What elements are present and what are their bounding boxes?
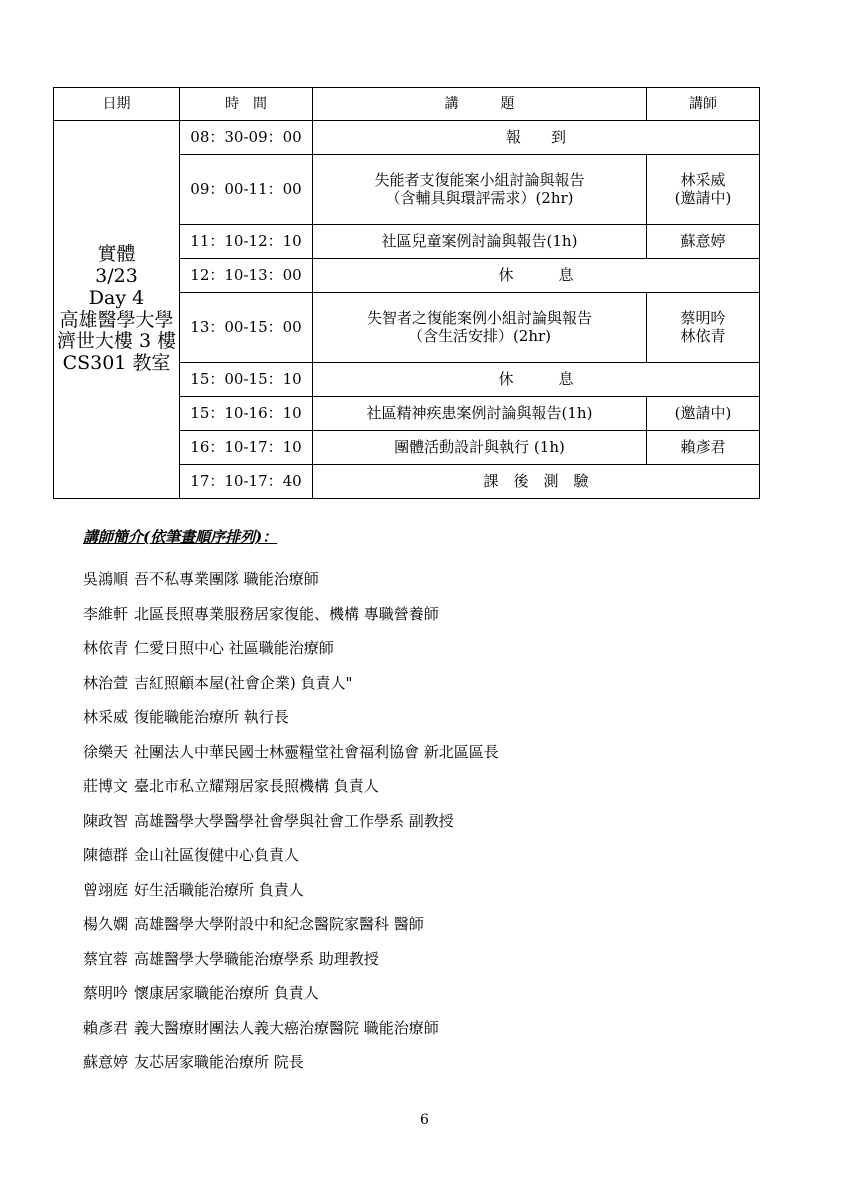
lecturer-name: 陳政智 (83, 811, 129, 830)
lecturer-name: 蘇意婷 (83, 1053, 129, 1071)
header-lecturer: 講師 (647, 88, 760, 121)
list-item (83, 838, 783, 873)
lecturer-description: 高雄醫學大學醫學社會學與社會工作學系 副教授 (134, 811, 454, 830)
lecturer-description: 友芯居家職能治療所 院長 (134, 1053, 304, 1071)
lecturer-name: 楊久嫻 (83, 915, 129, 933)
topic-line: （含生活安排）(2hr) (407, 326, 552, 345)
lecturer-cell: 賴彥君 (647, 431, 760, 465)
lecturer-name: 曾翊庭 (83, 880, 129, 899)
venue-line: 高雄醫學大學 (59, 308, 174, 331)
list-item (83, 1045, 783, 1080)
lecturer-cell (647, 155, 760, 225)
lecturer-name: 林采威 (83, 708, 129, 726)
lecturer-name: 林治萱 (83, 673, 129, 692)
time-cell: 08：30-09：00 (180, 121, 313, 155)
lecturer-name: 陳德群 (83, 846, 129, 864)
header-time: 時 間 (180, 88, 313, 121)
time-cell: 15：10-16：10 (180, 397, 313, 431)
time-cell: 16：10-17：10 (180, 431, 313, 465)
topic-line: （含輔具與環評需求）(2hr) (385, 188, 574, 207)
schedule-table (53, 87, 760, 499)
list-item (83, 769, 783, 804)
topic-line: 失智者之復能案例小組討論與報告 (366, 309, 592, 328)
list-item (83, 562, 783, 597)
list-item (83, 666, 783, 701)
lecturer-description: 好生活職能治療所 負責人 (134, 880, 304, 899)
lecturer-description: 高雄醫學大學職能治療學系 助理教授 (134, 949, 379, 968)
list-item (83, 597, 783, 632)
topic-cell: 報 到 (313, 121, 760, 155)
time-cell: 11：10-12：10 (180, 225, 313, 259)
list-item (83, 873, 783, 908)
venue-line: 實體 (97, 242, 136, 265)
list-item (83, 631, 783, 666)
intro-title: 講師簡介(依筆畫順序排列)： (83, 528, 278, 546)
lecturer-cell: 蘇意婷 (647, 225, 760, 259)
list-item (83, 700, 783, 735)
lecturer-intro (83, 525, 783, 1080)
lecturer-description: 臺北市私立耀翔居家長照機構 負責人 (134, 777, 379, 795)
schedule-header-row (54, 88, 760, 121)
lecturer-description: 高雄醫學大學附設中和紀念醫院家醫科 醫師 (134, 915, 424, 933)
time-cell: 17：10-17：40 (180, 465, 313, 499)
topic-cell: 課 後 測 驗 (313, 465, 760, 499)
lecturer-description: 社團法人中華民國士林靈糧堂社會福利協會 新北區區長 (134, 742, 499, 761)
lecturer-cell: (邀請中) (647, 397, 760, 431)
lecturer-name: 蔡宜蓉 (83, 949, 129, 968)
lecturer-description: 吉紅照顧本屋(社會企業) 負責人" (134, 673, 353, 692)
page-number: 6 (420, 1112, 429, 1128)
lecturer-name: 林依青 (83, 639, 129, 657)
topic-cell: 休 息 (313, 363, 760, 397)
topic-cell: 社區兒童案例討論與報告(1h) (313, 225, 647, 259)
topic-cell: 團體活動設計與執行 (1h) (313, 431, 647, 465)
venue-cell (54, 121, 180, 499)
lecturer-name: 徐樂天 (83, 742, 129, 761)
time-cell: 13：00-15：00 (180, 293, 313, 363)
lecturer-description: 金山社區復健中心負責人 (134, 846, 300, 864)
time-cell: 12：10-13：00 (180, 259, 313, 293)
lecturer-description: 復能職能治療所 執行長 (134, 708, 289, 726)
venue-line: 濟世大樓 3 樓 (56, 330, 177, 353)
lecturer-list (83, 562, 783, 1080)
list-item (83, 907, 783, 942)
list-item (83, 1011, 783, 1046)
lecturer-line: 林采威 (680, 171, 726, 190)
lecturer-line: 林依青 (680, 326, 726, 345)
lecturer-name: 賴彥君 (83, 1018, 129, 1037)
lecturer-name: 吳鴻順 (83, 570, 129, 588)
topic-cell: 社區精神疾患案例討論與報告(1h) (313, 397, 647, 431)
topic-cell (313, 293, 647, 363)
header-topic: 講 題 (313, 88, 647, 121)
lecturer-line: (邀請中) (674, 188, 732, 207)
list-item (83, 735, 783, 770)
header-date: 日期 (54, 88, 180, 121)
lecturer-cell (647, 293, 760, 363)
lecturer-description: 北區長照專業服務居家復能、機構 專職營養師 (134, 604, 439, 623)
time-cell: 15：00-15：10 (180, 363, 313, 397)
topic-line: 失能者支復能案小組討論與報告 (374, 171, 585, 190)
list-item (83, 942, 783, 977)
venue-line: CS301 教室 (62, 352, 171, 375)
topic-cell (313, 155, 647, 225)
lecturer-name: 李維軒 (83, 604, 129, 623)
list-item (83, 976, 783, 1011)
venue-line: 3/23 (95, 264, 138, 287)
venue-line: Day 4 (88, 286, 145, 309)
table-row (54, 121, 760, 155)
lecturer-name: 莊博文 (83, 777, 129, 795)
lecturer-description: 吾不私專業團隊 職能治療師 (134, 570, 319, 588)
topic-cell: 休 息 (313, 259, 760, 293)
lecturer-line: 蔡明吟 (680, 309, 726, 328)
lecturer-description: 懷康居家職能治療所 負責人 (134, 984, 319, 1002)
time-cell: 09：00-11：00 (180, 155, 313, 225)
lecturer-name: 蔡明吟 (83, 984, 129, 1002)
lecturer-description: 義大醫療財團法人義大癌治療醫院 職能治療師 (134, 1018, 439, 1037)
list-item (83, 804, 783, 839)
lecturer-description: 仁愛日照中心 社區職能治療師 (134, 639, 334, 657)
